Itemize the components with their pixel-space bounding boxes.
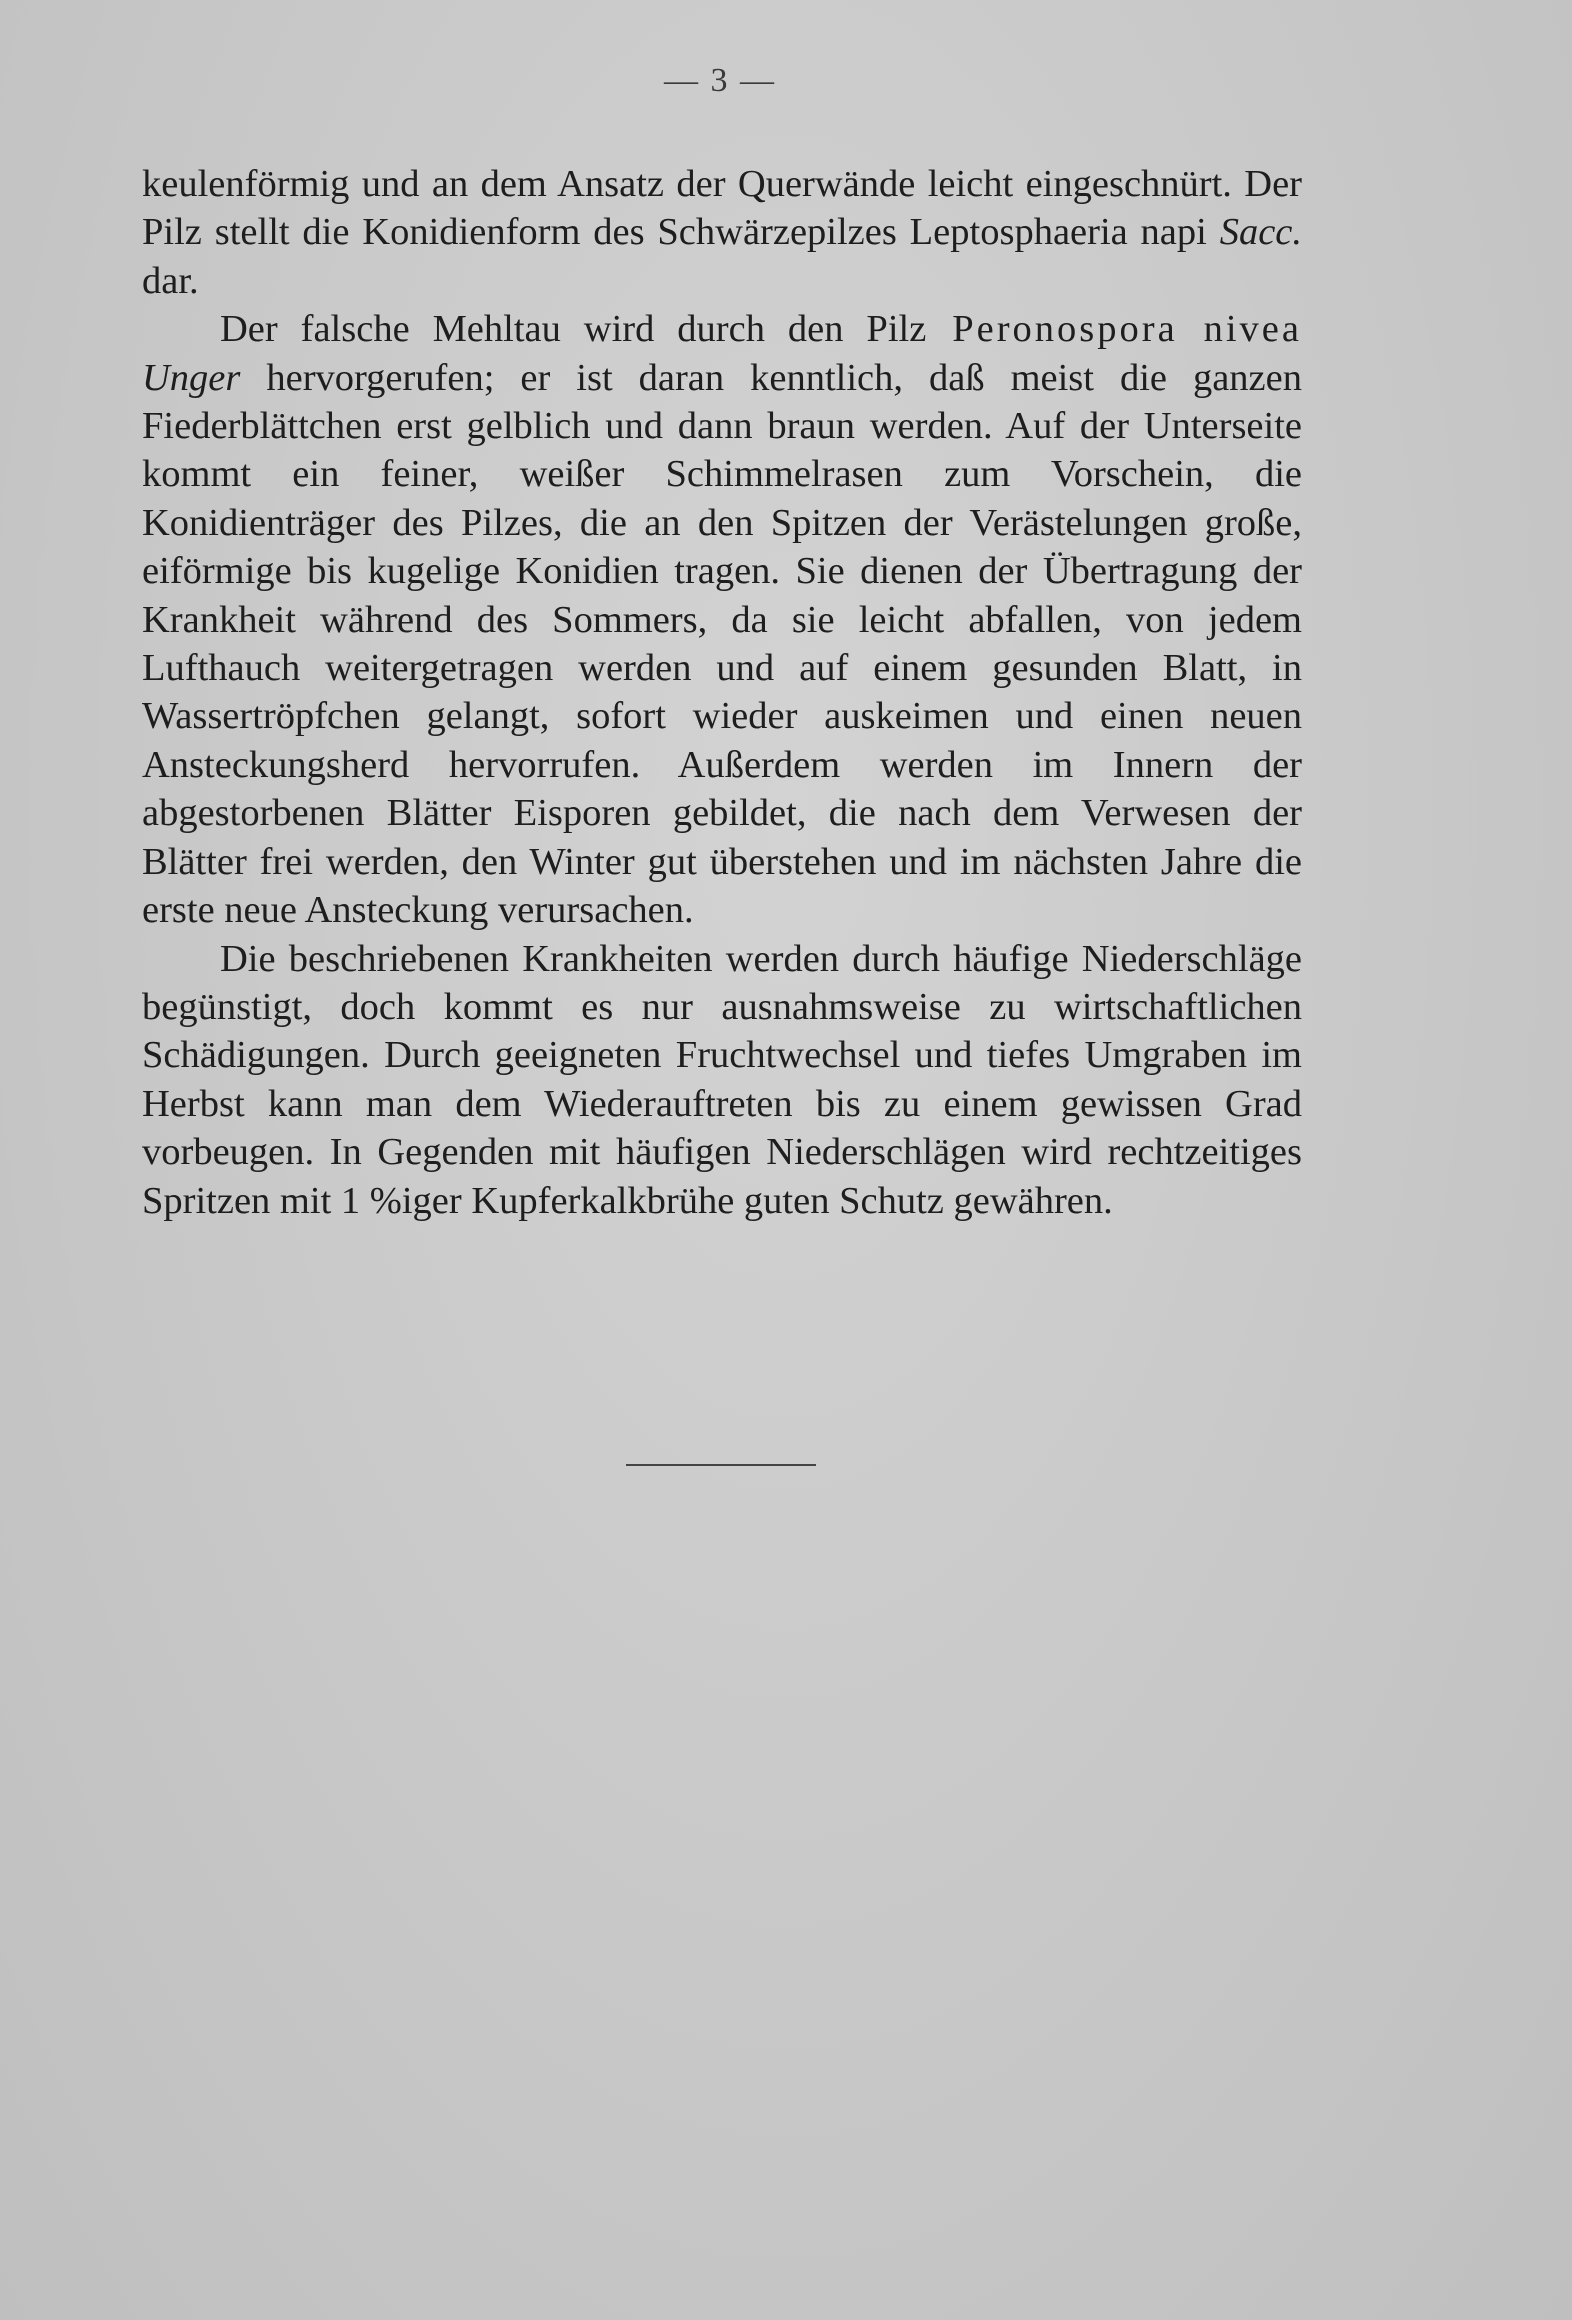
paragraph-3-text: Die beschriebenen Krankheiten werden durch häufige Niederschläge begünstigt, doch kommt es nur ausnahmsweise zu wirtschaftlichen Schädigungen. Durch geeigneten Fruchtwechsel und tiefes Umgraben im Herbst kann man dem Wiederauftreten bis zu einem gewissen Grad vorbeugen. In Gegenden mit häufigen Niederschlägen wird rechtzeitiges Spritzen mit 1 %iger Kupferkalkbrühe guten Schutz gewähren. xyxy=(142,937,1302,1222)
paragraph-1-text: keulenförmig und an dem Ansatz der Querwände leicht eingeschnürt. Der Pilz stellt die Konidienform des Schwärzepilzes Leptosphaeria napi xyxy=(142,163,1302,254)
paragraph-1-tail: dar. xyxy=(142,259,199,302)
paragraph-2-species: Peronospora nivea xyxy=(926,308,1302,351)
end-divider xyxy=(626,1464,816,1466)
paragraph-1 xyxy=(142,160,1302,305)
page-number: — 3 — xyxy=(664,62,776,99)
paragraph-2-author: Unger xyxy=(142,356,241,399)
paragraph-2-intro: Der falsche Mehltau wird durch den Pilz xyxy=(220,308,927,351)
paragraph-3 xyxy=(142,935,1302,1225)
paragraph-1-author: Sacc. xyxy=(1219,211,1303,254)
paragraph-2-body: hervorgerufen; er ist daran kenntlich, daß meist die ganzen Fiederblättchen erst gelblich und dann braun werden. Auf der Unterseite kommt ein feiner, weißer Schimmelrasen zum Vorschein, die Konidienträger des Pilzes, die an den Spitzen der Verästelungen große, eiförmige bis kugelige Konidien tragen. Sie dienen der Übertragung der Krankheit während des Sommers, da sie leicht abfallen, von jedem Lufthauch weitergetragen werden und auf einem gesunden Blatt, in Wassertröpfchen gelangt, sofort wieder auskeimen und einen neuen Ansteckungsherd hervorrufen. Außerdem werden im Innern der abgestorbenen Blätter Eisporen gebildet, die nach dem Verwesen der Blätter frei werden, den Winter gut überstehen und im nächsten Jahre die erste neue Ansteckung verursachen. xyxy=(142,356,1302,932)
body-text xyxy=(142,160,1302,1225)
paragraph-2 xyxy=(142,305,1302,934)
